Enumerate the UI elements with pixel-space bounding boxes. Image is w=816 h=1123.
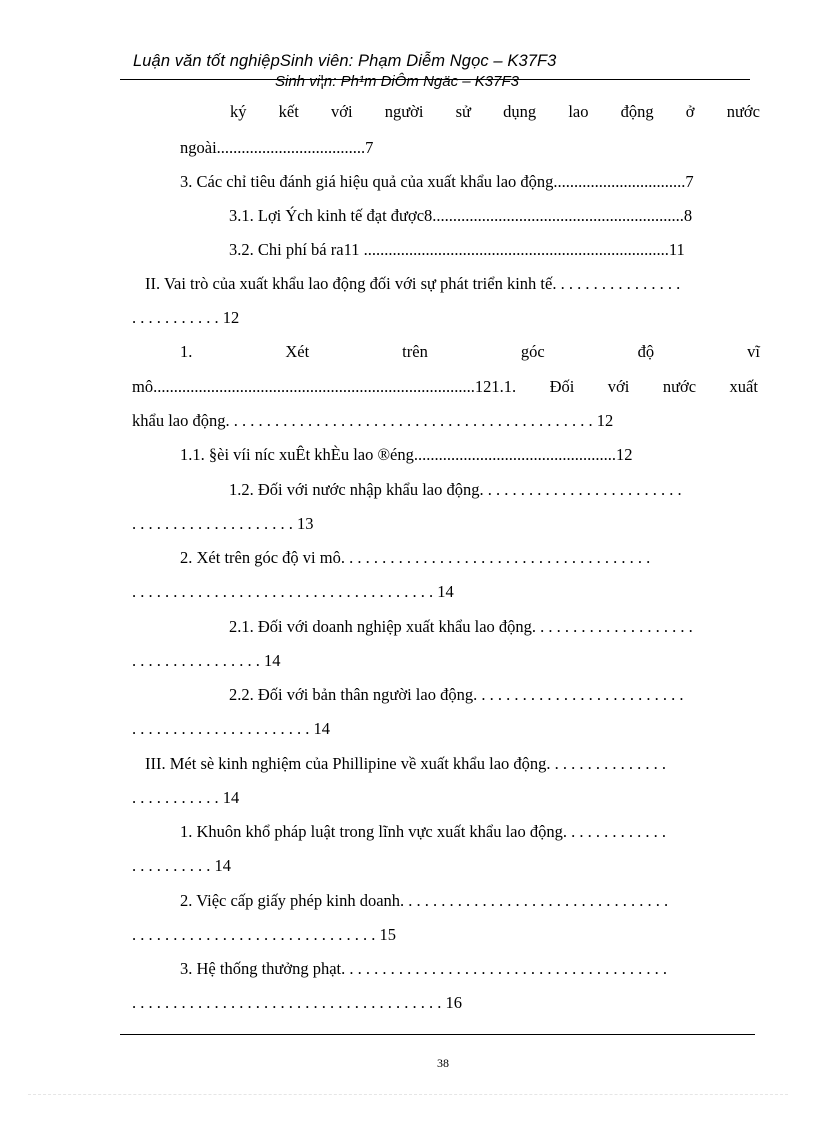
toc-line-14: 2. Xét trên góc độ vi mô. . . . . . . . . . . . . . . . . . . . . . . . . . . . . . . . . . . . . . <box>180 548 651 567</box>
toc-line-08 <box>180 342 760 362</box>
toc-word: độ <box>637 342 655 361</box>
toc-word: mô..............................................................................121.1. <box>132 377 517 396</box>
toc-word: lao <box>568 102 589 121</box>
toc-line-02: ngoài....................................7 <box>180 138 374 157</box>
toc-line-13: . . . . . . . . . . . . . . . . . . . . 13 <box>132 514 314 533</box>
page-edge-divider <box>28 1094 788 1095</box>
toc-line-11: 1.1. §èi víi níc xuÊt khÈu lao ®éng.................................................12 <box>180 445 633 464</box>
toc-word: trên <box>402 342 428 361</box>
toc-line-27: . . . . . . . . . . . . . . . . . . . . . . . . . . . . . . . . . . . . . . 16 <box>132 993 462 1012</box>
toc-word: Đối <box>549 377 575 396</box>
running-header: Luận văn tốt nghiệpSinh viên: Phạm Diễm Ngọc – K37F3 <box>133 52 557 70</box>
toc-word: nước <box>726 102 760 121</box>
toc-line-10: khẩu lao động. . . . . . . . . . . . . . . . . . . . . . . . . . . . . . . . . . . . . . . . . . . . . 12 <box>132 411 614 430</box>
footer-rule <box>120 1034 755 1035</box>
toc-word: Xét <box>285 342 310 361</box>
toc-word: dụng <box>503 102 537 121</box>
toc-line-26: 3. Hệ thống thưởng phạt. . . . . . . . . . . . . . . . . . . . . . . . . . . . . . . . . . . . . . . . <box>180 959 667 978</box>
toc-word: với <box>607 377 630 396</box>
toc-word: người <box>384 102 424 121</box>
page-number: 38 <box>437 1056 449 1070</box>
toc-word: xuất <box>729 377 758 396</box>
toc-line-01 <box>230 102 760 122</box>
toc-line-03: 3. Các chỉ tiêu đánh giá hiệu quả của xuất khẩu lao động................................7 <box>180 172 694 191</box>
toc-line-20: III. Mét sè kinh nghiệm của Phillipine về xuất khẩu lao động. . . . . . . . . . . . . . . <box>145 754 667 773</box>
toc-line-21: . . . . . . . . . . . 14 <box>132 788 240 807</box>
toc-word: sử <box>455 102 471 121</box>
toc-word: vĩ <box>747 342 760 361</box>
toc-line-06: II. Vai trò của xuất khẩu lao động đối với sự phát triển kinh tế. . . . . . . . . . . . . . . . <box>145 274 681 293</box>
garbled-header: Sinh vi¦n: Ph¹m DiÔm Ngäc – K37F3 <box>275 73 519 90</box>
toc-line-07: . . . . . . . . . . . 12 <box>132 308 240 327</box>
toc-word: góc <box>520 342 545 361</box>
toc-line-17: . . . . . . . . . . . . . . . . 14 <box>132 651 281 670</box>
toc-line-16: 2.1. Đối với doanh nghiệp xuất khẩu lao động. . . . . . . . . . . . . . . . . . . . <box>229 617 693 636</box>
toc-line-09 <box>132 377 758 397</box>
toc-word: ở <box>685 102 695 121</box>
toc-line-25: . . . . . . . . . . . . . . . . . . . . . . . . . . . . . . 15 <box>132 925 396 944</box>
toc-word: nước <box>662 377 697 396</box>
toc-word: ký <box>230 102 247 121</box>
toc-line-12: 1.2. Đối với nước nhập khẩu lao động. . . . . . . . . . . . . . . . . . . . . . . . . <box>229 480 682 499</box>
toc-line-04: 3.1. Lợi Ých kinh tế đạt được8.............................................................8 <box>229 206 693 225</box>
toc-line-24: 2. Việc cấp giấy phép kinh doanh. . . . . . . . . . . . . . . . . . . . . . . . . . . . . . . . . <box>180 891 669 910</box>
toc-line-23: . . . . . . . . . . 14 <box>132 856 231 875</box>
toc-line-18: 2.2. Đối với bản thân người lao động. . . . . . . . . . . . . . . . . . . . . . . . . . <box>229 685 684 704</box>
toc-word: 1. <box>180 342 193 361</box>
toc-line-19: . . . . . . . . . . . . . . . . . . . . . . 14 <box>132 719 330 738</box>
toc-word: động <box>620 102 654 121</box>
toc-line-15: . . . . . . . . . . . . . . . . . . . . . . . . . . . . . . . . . . . . . 14 <box>132 582 454 601</box>
toc-word: với <box>330 102 353 121</box>
toc-line-22: 1. Khuôn khổ pháp luật trong lĩnh vực xuất khẩu lao động. . . . . . . . . . . . . <box>180 822 667 841</box>
toc-line-05: 3.2. Chi phí bá ra11 ..........................................................................11 <box>229 240 685 259</box>
toc-word: kết <box>278 102 299 121</box>
